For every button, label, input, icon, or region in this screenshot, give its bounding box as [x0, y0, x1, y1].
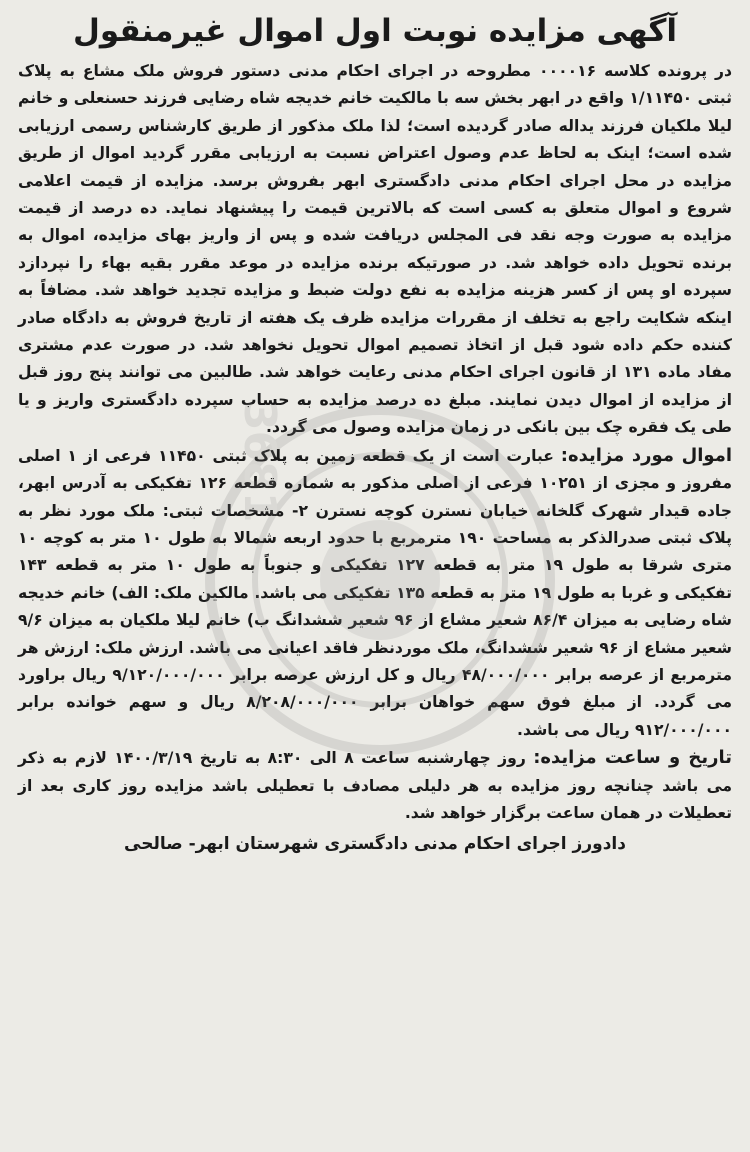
property-paragraph [18, 442, 732, 744]
schedule-text: روز چهارشنبه ساعت ۸ الی ۸:۳۰ به تاریخ ۱۴۰۰/۳/۱۹ لازم به ذکر می باشد چنانچه روز مزایده به هر دلیلی مصادف با تعطیلی باشد مزایده روز کاری بعد از تعطیلات در همان ساعت برگزار خواهد شد. [18, 749, 732, 822]
schedule-paragraph [18, 744, 732, 827]
notice-title: آگهی مزایده نوبت اول اموال غیرمنقول [72, 13, 678, 49]
schedule-heading: تاریخ و ساعت مزایده: [533, 747, 733, 769]
watermark-number: 3681 [234, 400, 285, 523]
signature-line: دادورز اجرای احکام مدنی دادگستری شهرستان ابهر- صالحی [124, 834, 626, 855]
property-text: عبارت است از یک قطعه زمین به پلاک ثبتی ۱۱۴۵۰ فرعی از ۱ اصلی مفروز و مجزی از ۱۰۲۵۱ فرعی از اصلی مذکور به شماره قطعه ۱۲۶ تفکیکی به آدرس ابهر، جاده قیدار شهرک گلخانه خیابان نسترن کوچه نسترن ۲- مشخصات ثبتی: ملک مورد نظر به پلاک ثبتی صدرالذکر به مساحت ۱۹۰ مترمربع با حدود اربعه شمالا به طول ۱۰ متر به کوچه ۱۰ متری شرقا به طول ۱۹ متر به قطعه ۱۲۷ تفکیکی و جنوباً به طول ۱۰ متر به قطعه ۱۴۳ تفکیکی و غربا به طول ۱۹ متر به قطعه ۱۳۵ تفکیکی می باشد. مالکین ملک: الف) خانم خدیجه شاه رضایی به میزان ۸۶/۴ شعیر مشاع از ۹۶ شعیر ششدانگ ب) خانم لیلا ملکیان به میزان ۹/۶ شعیر مشاع از ۹۶ شعیر ششدانگ، ملک موردنظر فاقد اعیانی می باشد. ارزش ملک: ارزش هر مترمربع از عرصه برابر ۴۸/۰۰۰/۰۰۰ ریال و کل ارزش عرصه برابر ۹/۱۲۰/۰۰۰/۰۰۰ ریال براورد می گردد. از مبلغ فوق سهم خواهان برابر ۸/۲۰۸/۰۰۰/۰۰۰ ریال و سهم خوانده برابر ۹۱۲/۰۰۰/۰۰۰ ریال می باشد. [18, 446, 733, 739]
property-heading: اموال مورد مزایده: [560, 444, 733, 466]
intro-paragraph: در پرونده کلاسه ۰۰۰۰۱۶ مطروحه در اجرای احکام مدنی دستور فروش ملک مشاع به پلاک ثبتی ۱/۱۱۴۵۰ واقع در ابهر بخش سه با مالکیت خانم خدیجه شاه رضایی فرزند حسنعلی و خانم لیلا ملکیان فرزند یداله صادر گردیده است؛ لذا ملک مذکور از طریق کارشناس رسمی ارزیابی شده است؛ اینک به لحاظ عدم وصول اعتراض نسبت به ارزیابی مقرر گردید اموال از طریق مزایده در محل اجرای احکام مدنی دادگستری ابهر بفروش برسد. مزایده از قیمت اعلامی شروع و اموال متعلق به کسی است که بالاترین قیمت را پیشنهاد نماید. ده درصد از قیمت مزایده به صورت وجه نقد فی المجلس دریافت شده و پس از واریز بهای مزایده، اموال به برنده تحویل داده خواهد شد. در صورتیکه برنده مزایده در موعد مقرر بقیه بهاء را نپردازد سپرده او پس از کسر هزینه مزایده به نفع دولت ضبط و مزایده تجدید خواهد شد. مضافاً به اینکه شکایت راجع به تخلف از مقررات مزایده ظرف یک هفته از تاریخ فروش به دادگاه صادر کننده حکم داده شود قبل از اتخاذ تصمیم اموال تحویل نخواهد شد. در صورت عدم مشتری مفاد ماده ۱۳۱ از قانون اجرای احکام مدنی رعایت خواهد شد. طالبین می توانند پنج روز قبل از مزایده از اموال دیدن نمایند. مبلغ ده درصد مزایده به حساب سپرده دادگستری واریز و یا طی یک فقره چک بین بانکی در زمان مزایده وصول می گردد. [17, 62, 732, 437]
